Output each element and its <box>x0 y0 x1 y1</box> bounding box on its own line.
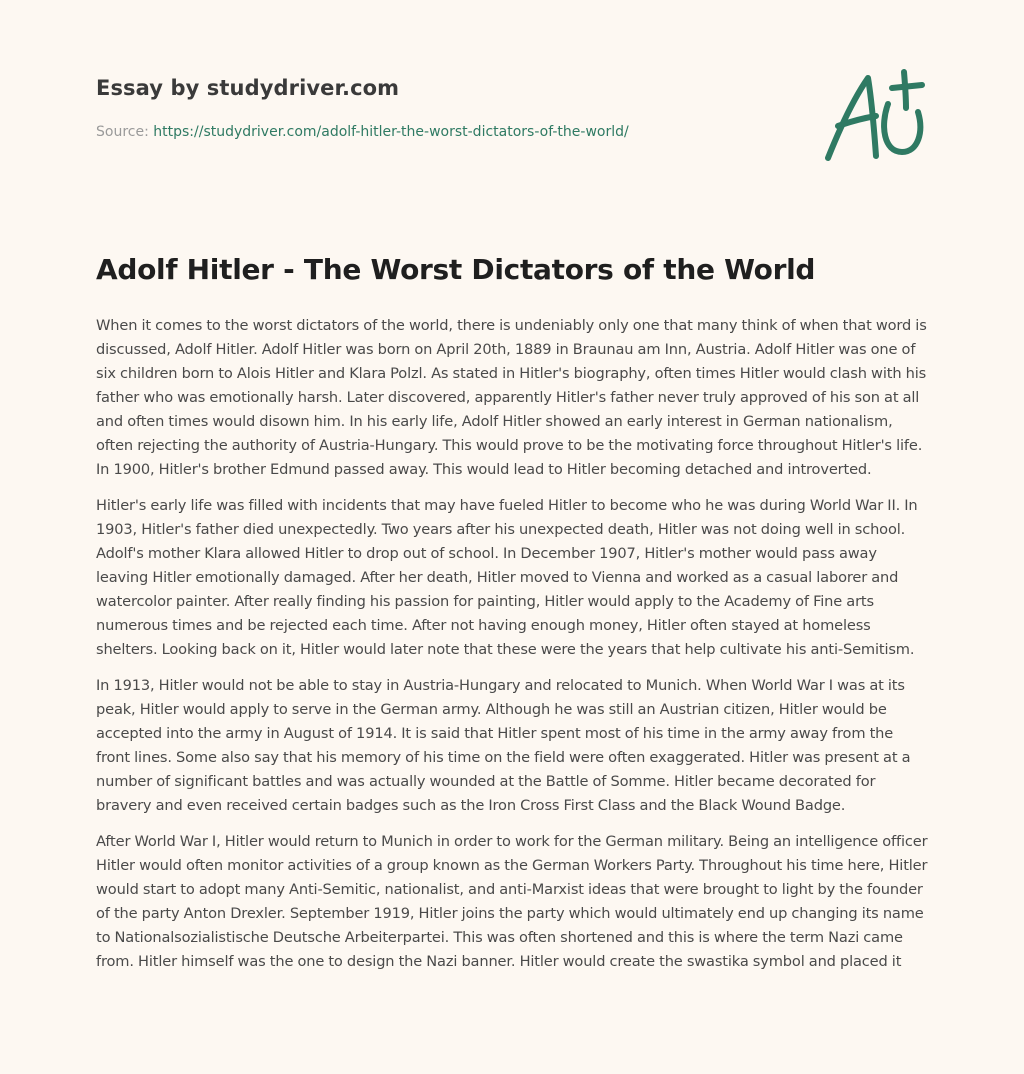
essay-title: Adolf Hitler - The Worst Dictators of the World <box>96 253 816 286</box>
essay-paragraph: In 1913, Hitler would not be able to stay in Austria-Hungary and relocated to Munich. When World War I was at its peak, Hitler would apply to serve in the German army. Although he was still an Austrian citizen, Hitler would be accepted into the army in August of 1914. It is said that Hitler spent most of his time in the army away from the front lines. Some also say that his memory of his time on the field were often exaggerated. Hitler was present at a number of significant battles and was actually wounded at the Battle of Somme. Hitler became decorated for bravery and even received certain badges such as the Iron Cross First Class and the Black Wound Badge. <box>96 677 911 814</box>
source-label: Source: <box>96 124 149 140</box>
source-link[interactable]: https://studydriver.com/adolf-hitler-the-worst-dictators-of-the-world/ <box>153 124 629 140</box>
essay-paragraph: After World War I, Hitler would return to Munich in order to work for the German military. Being an intelligence officer Hitler would often monitor activities of a group known as the German Workers Party. Throughout his time here, Hitler would start to adopt many Anti-Semitic, nationalist, and anti-Marxist ideas that were brought to light by the founder of the party Anton Drexler. September 1919, Hitler joins the party which would ultimately end up changing its name to Nationalsozialistische Deutsche Arbeiterpartei. This was often shortened and this is where the term Nazi came from. Hitler himself was the one to design the Nazi banner. Hitler would create the swastika symbol and placed it <box>96 833 928 970</box>
essay-paragraph: Hitler's early life was filled with incidents that may have fueled Hitler to become who he was during World War II. In 1903, Hitler's father died unexpectedly. Two years after his unexpected death, Hitler was not doing well in school. Adolf's mother Klara allowed Hitler to drop out of school. In December 1907, Hitler's mother would pass away leaving Hitler emotionally damaged. After her death, Hitler moved to Vienna and worked as a casual laborer and watercolor painter. After really finding his passion for painting, Hitler would apply to the Academy of Fine arts numerous times and be rejected each time. After not having enough money, Hitler often stayed at homeless shelters. Looking back on it, Hitler would later note that these were the years that help cultivate his anti-Semitism. <box>96 497 918 658</box>
source-line <box>96 124 629 140</box>
essay-body <box>96 314 930 986</box>
site-brand: Essay by studydriver.com <box>96 76 400 100</box>
a-plus-logo-icon <box>818 66 930 166</box>
a-plus-logo-svg <box>818 66 930 166</box>
essay-paragraph: When it comes to the worst dictators of the world, there is undeniably only one that many think of when that word is discussed, Adolf Hitler. Adolf Hitler was born on April 20th, 1889 in Braunau am Inn, Austria. Adolf Hitler was one of six children born to Alois Hitler and Klara Polzl. As stated in Hitler's biography, often times Hitler would clash with his father who was emotionally harsh. Later discovered, apparently Hitler's father never truly approved of his son at all and often times would disown him. In his early life, Adolf Hitler showed an early interest in German nationalism, often rejecting the authority of Austria-Hungary. This would prove to be the motivating force throughout Hitler's life. In 1900, Hitler's brother Edmund passed away. This would lead to Hitler becoming detached and introverted. <box>96 317 927 478</box>
